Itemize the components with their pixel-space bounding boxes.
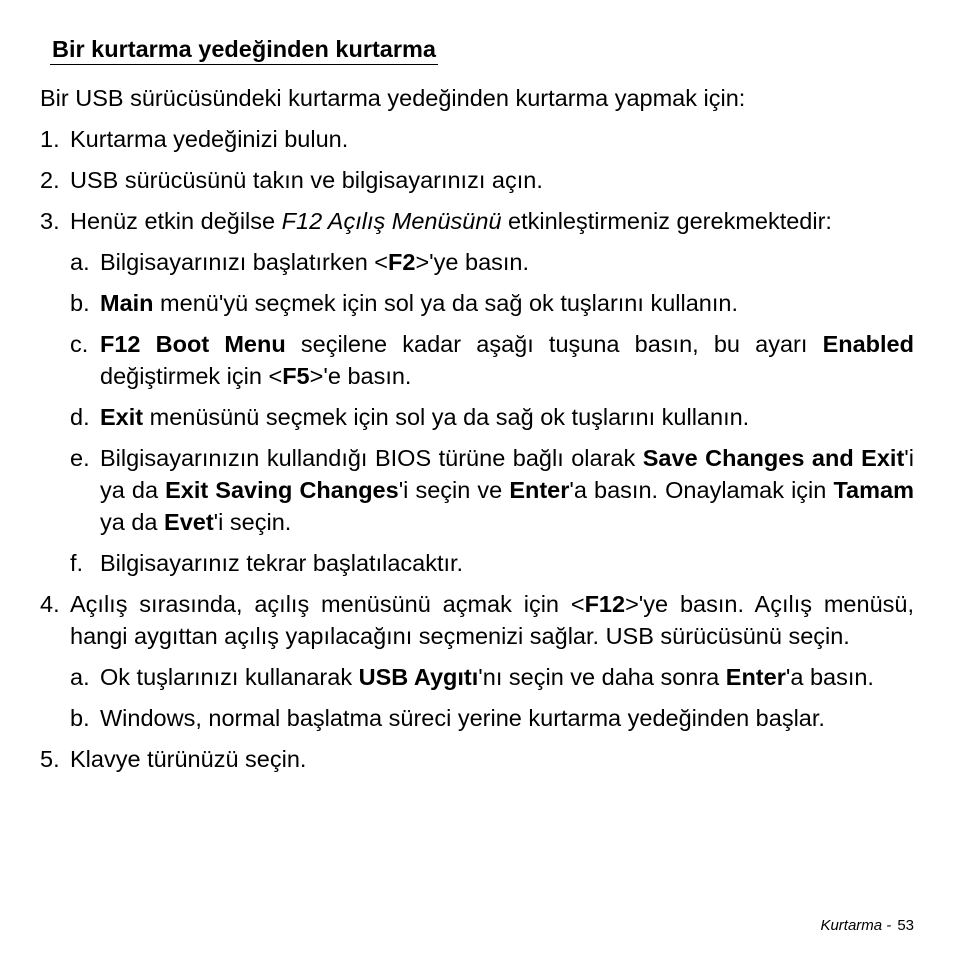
text-run: Klavye türünüzü seçin. bbox=[70, 746, 307, 772]
text-run: Ok tuşlarınızı kullanarak bbox=[100, 664, 359, 690]
step-item bbox=[40, 164, 914, 196]
step-text bbox=[70, 167, 543, 193]
text-run: 'a basın. Onaylamak için bbox=[569, 477, 834, 503]
list-marker: 5. bbox=[40, 746, 60, 772]
section-heading: Bir kurtarma yedeğinden kurtarma bbox=[50, 34, 438, 65]
bold-term: Enter bbox=[725, 664, 786, 690]
text-run: Windows, normal başlatma süreci yerine kurtarma yedeğinden başlar. bbox=[100, 705, 825, 731]
step-item bbox=[40, 205, 914, 237]
text-run: Bilgisayarınızın kullandığı BIOS türüne bağlı olarak bbox=[100, 445, 643, 471]
text-run: >'ye basın. bbox=[415, 249, 530, 275]
step-text bbox=[100, 550, 463, 576]
step-text bbox=[100, 705, 825, 731]
substep-item bbox=[40, 702, 914, 734]
list-marker: d. bbox=[70, 404, 90, 430]
text-run: değiştirmek için < bbox=[100, 363, 283, 389]
step-list bbox=[40, 123, 914, 775]
list-marker: a. bbox=[70, 249, 90, 275]
bold-term: Tamam bbox=[833, 477, 914, 503]
step-text bbox=[70, 126, 348, 152]
bold-term: F12 bbox=[584, 591, 626, 617]
list-marker: 1. bbox=[40, 126, 60, 152]
bold-term: USB Aygıtı bbox=[358, 664, 479, 690]
text-run: >'ye basın. Açılış menüsü, hangi aygıttan açılış yapılacağını seçmenizi sağlar. USB sürücüsünü seçin. bbox=[70, 591, 914, 649]
text-run: 'a basın. bbox=[785, 664, 874, 690]
substep-item bbox=[40, 442, 914, 538]
text-run: menüsünü seçmek için sol ya da sağ ok tuşlarını kullanın. bbox=[143, 404, 750, 430]
step-text bbox=[100, 404, 749, 430]
list-marker: 4. bbox=[40, 591, 60, 617]
italic-term: F12 Açılış Menüsünü bbox=[281, 208, 502, 234]
step-item bbox=[40, 743, 914, 775]
text-run: Bilgisayarınız tekrar başlatılacaktır. bbox=[100, 550, 464, 576]
list-marker: a. bbox=[70, 664, 90, 690]
text-run: Kurtarma yedeğinizi bulun. bbox=[70, 126, 349, 152]
text-run: Henüz etkin değilse bbox=[70, 208, 282, 234]
list-marker: c. bbox=[70, 331, 89, 357]
step-item bbox=[40, 123, 914, 155]
step-text bbox=[100, 290, 738, 316]
list-marker: 3. bbox=[40, 208, 60, 234]
list-marker: f. bbox=[70, 550, 84, 576]
list-marker: e. bbox=[70, 445, 90, 471]
substep-item bbox=[40, 547, 914, 579]
bold-term: Evet bbox=[164, 509, 214, 535]
step-text bbox=[100, 664, 874, 690]
text-run: 'nı seçin ve daha sonra bbox=[478, 664, 726, 690]
bold-term: F2 bbox=[388, 249, 416, 275]
substep-item bbox=[40, 661, 914, 693]
text-run: etkinleştirmeniz gerekmektedir: bbox=[501, 208, 832, 234]
bold-term: Exit Saving Changes bbox=[165, 477, 399, 503]
text-run: USB sürücüsünü takın ve bilgisayarınızı açın. bbox=[70, 167, 543, 193]
footer-section-label: Kurtarma - bbox=[820, 917, 892, 934]
substep-item bbox=[40, 287, 914, 319]
text-run: ya da bbox=[100, 509, 165, 535]
substep-item bbox=[40, 246, 914, 278]
list-marker: b. bbox=[70, 705, 90, 731]
bold-term: Main bbox=[100, 290, 154, 316]
page-footer bbox=[820, 917, 914, 934]
substep-item bbox=[40, 401, 914, 433]
list-marker: b. bbox=[70, 290, 90, 316]
bold-term: Exit bbox=[100, 404, 144, 430]
page-number: 53 bbox=[897, 917, 914, 934]
text-run: seçilene kadar aşağı tuşuna basın, bu ayarı bbox=[285, 331, 823, 357]
text-run: Açılış sırasında, açılış menüsünü açmak için < bbox=[70, 591, 585, 617]
text-run: menü'yü seçmek için sol ya da sağ ok tuşlarını kullanın. bbox=[153, 290, 738, 316]
substep-item bbox=[40, 328, 914, 392]
text-run: 'i seçin. bbox=[213, 509, 292, 535]
step-text bbox=[70, 746, 306, 772]
step-text bbox=[70, 591, 914, 649]
bold-term: F12 Boot Menu bbox=[100, 331, 286, 357]
intro-paragraph: Bir USB sürücüsündeki kurtarma yedeğinden kurtarma yapmak için: bbox=[40, 85, 746, 111]
text-run: >'e basın. bbox=[309, 363, 412, 389]
step-text bbox=[100, 445, 914, 535]
step-text bbox=[100, 331, 914, 389]
bold-term: Save Changes and Exit bbox=[642, 445, 905, 471]
text-run: Bilgisayarınızı başlatırken < bbox=[100, 249, 389, 275]
text-run: 'i seçin ve bbox=[398, 477, 510, 503]
bold-term: F5 bbox=[282, 363, 310, 389]
step-text bbox=[70, 208, 832, 234]
list-marker: 2. bbox=[40, 167, 60, 193]
step-text bbox=[100, 249, 529, 275]
text-run: 'i ya da bbox=[100, 445, 914, 503]
body-content bbox=[40, 82, 914, 775]
bold-term: Enabled bbox=[822, 331, 914, 357]
step-item bbox=[40, 588, 914, 652]
bold-term: Enter bbox=[509, 477, 570, 503]
